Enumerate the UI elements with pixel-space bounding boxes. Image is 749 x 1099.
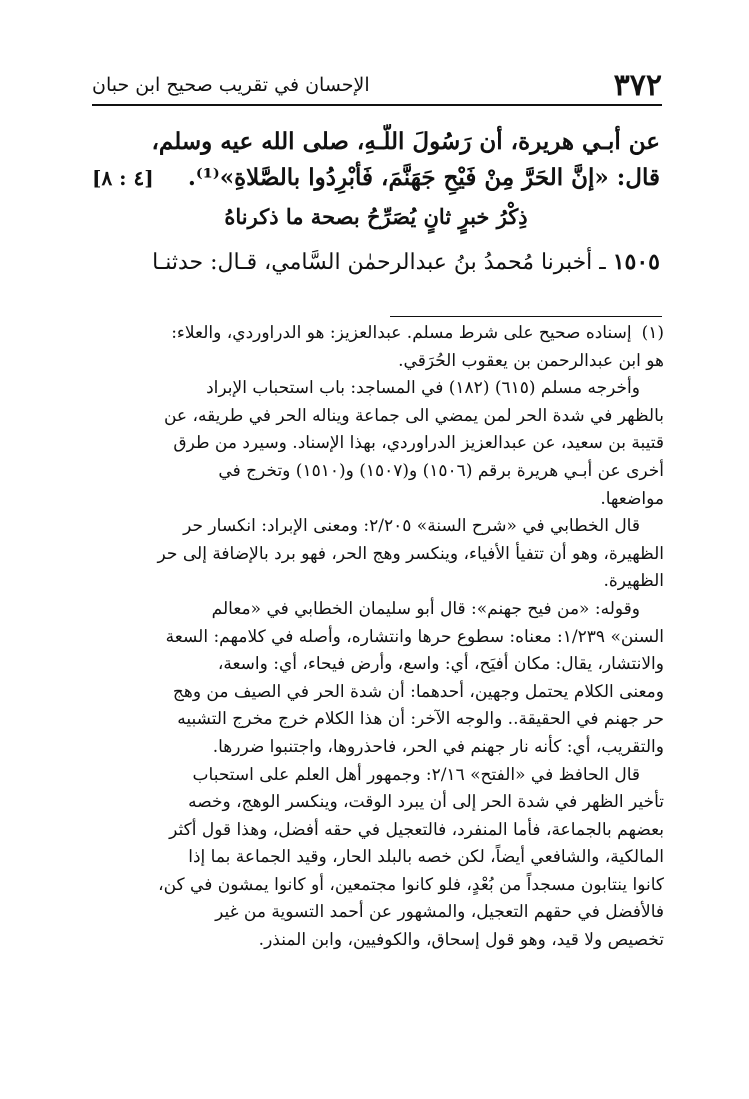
hadith-line: قال: «إنَّ الحَرَّ مِنْ فَيْحِ جَهَنَّمَ، فَأبْرِدُوا بالصَّلاةِ»⁽¹⁾. <box>187 164 660 191</box>
footnote-line: حر جهنم في الحقيقة.. والوجه الآخر: أن هذا الكلام خرج مخرج التشبيه <box>177 709 664 730</box>
footnote-line: أخرى عن أبـي هريرة برقم (١٥٠٦) و(١٥٠٧) و(١٥١٠) وتخرج في <box>218 460 664 481</box>
footnote-line: فالأفضل في حقهم التعجيل، والمشهور عن أحمد التسوية من غير <box>215 902 664 923</box>
footnote-line: وأخرجه مسلم (٦١٥) (١٨٢) في المساجد: باب استحباب الإبراد <box>206 378 640 399</box>
footnote-line: بالظهر في شدة الحر لمن يمضي الى جماعة ويناله الحر في طريقه، عن <box>163 405 664 426</box>
footnote-line: والانتشار، يقال: مكان أفيَح، أي: واسع، وأرض فيحاء، أي: واسعة، <box>217 654 664 675</box>
footnote-separator <box>390 316 662 317</box>
hadith-entry <box>92 244 660 281</box>
page-header <box>92 64 662 106</box>
section-heading: ذِكْرُ خبرٍ ثانٍ يُصَرِّحُ بصحة ما ذكرناهُ <box>224 204 528 229</box>
hadith-reference: [٤ : ٨] <box>92 166 154 190</box>
running-title: الإحسان في تقريب صحيح ابن حبان <box>92 74 370 96</box>
footnotes <box>92 320 664 955</box>
page-number: ٣٧٢ <box>613 68 662 103</box>
footnote-line: قتيبة بن سعيد، عن عبدالعزيز الدراوردي، بهذا الإسناد. وسيرد من طرق <box>173 433 664 454</box>
footnote-marker: (١) <box>641 323 664 343</box>
entry-number: ١٥٠٥ <box>612 249 660 275</box>
footnote-line: وقوله: «من فيح جهنم»: قال أبو سليمان الخطابي في «معالم <box>211 598 640 619</box>
main-text <box>92 124 660 281</box>
footnote-line: تأخير الظهر في شدة الحر إلى أن يبرد الوقت، وينكسر الوهج، وخصه <box>188 792 664 813</box>
footnote-body <box>92 348 664 955</box>
footnote-line: قال الخطابي في «شرح السنة» ٢/٢٠٥: ومعنى الإبراد: انكسار حر <box>183 516 640 537</box>
footnote-line: كانوا ينتابون مسجداً من بُعْدٍ، فلو كانوا مجتمعين، أو كانوا يمشون في كن، <box>158 874 664 895</box>
entry-text: ـ أخبرنا مُحمدُ بنُ عبدالرحمٰن السَّامي، قـال: حدثنـا <box>152 250 606 275</box>
footnote-line: قال الحافظ في «الفتح» ٢/١٦: وجمهور أهل العلم على استحباب <box>192 764 640 785</box>
hadith-line: عن أبـي هريرة، أن رَسُولَ اللّـهِ، صلى الله عيه وسلم، <box>151 128 660 155</box>
footnote-line: بعضهم بالجماعة، فأما المنفرد، فالتعجيل في حقه أفضل، وهذا قول أكثر <box>169 819 664 840</box>
footnote-line: السنن» ١/٢٣٩: معناه: سطوع حرها وانتشاره، وأصله في كلامهم: السعة <box>165 626 664 647</box>
footnote-line: تخصيص ولا قيد، وهو قول إسحاق، والكوفيين، وابن المنذر. <box>258 930 664 951</box>
footnote-line: مواضعها. <box>600 488 664 509</box>
hadith-line-with-reference <box>92 160 660 196</box>
footnote-line: الظهيرة، وهو أن تتفيأ الأفياء، وينكسر وهج الحر، فهو برد بالإضافة إلى حر <box>157 543 664 564</box>
footnote-line: والتقريب، أي: كأنه نار جهنم في الحر، فاحذروها، واجتنبوا ضررها. <box>212 736 664 757</box>
footnote-line: المالكية، والشافعي أيضاً، لكن خصه بالبلد الحار، وقيد الجماعة بما إذا <box>188 847 664 868</box>
footnote-line: ومعنى الكلام يحتمل وجهين، أحدهما: أن شدة الحر في الصيف من وهج <box>172 681 664 702</box>
footnote-text: إسناده صحيح على شرط مسلم. عبدالعزيز: هو الدراوردي، والعلاء: <box>171 323 632 343</box>
footnote-line: الظهيرة. <box>603 571 664 592</box>
footnote-line: هو ابن عبدالرحمن بن يعقوب الحُرَقي. <box>398 350 664 371</box>
footnote-first-line <box>92 320 664 348</box>
